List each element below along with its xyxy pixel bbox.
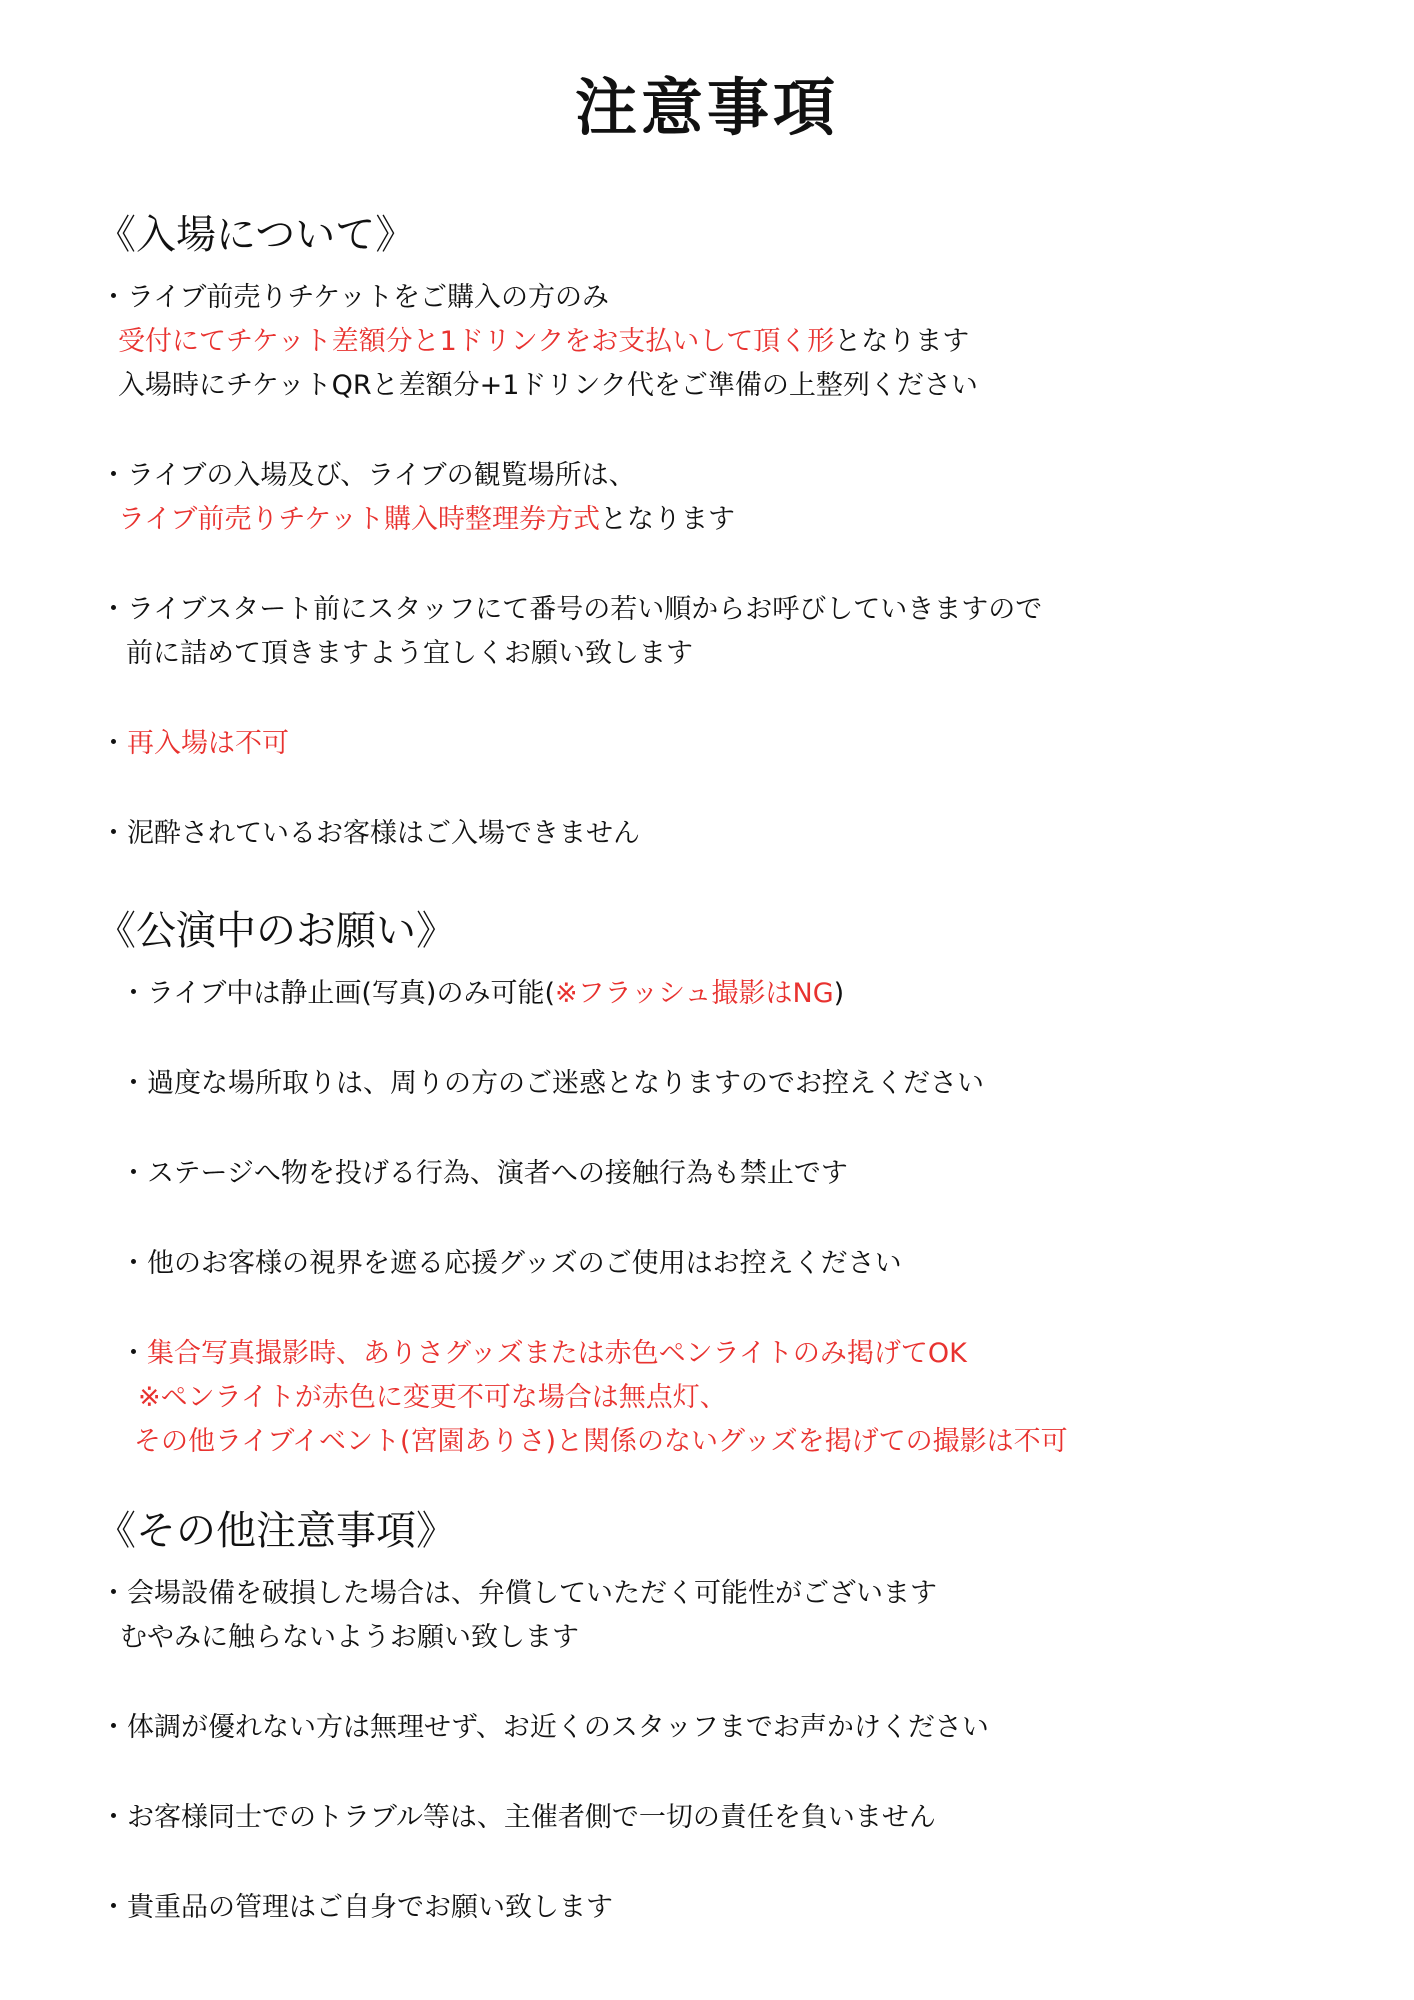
entry-line-3: [118, 368, 978, 404]
performance-line-6: [138, 1380, 727, 1416]
section-heading-entry: 《入場について》: [96, 212, 416, 258]
entry-line-7: [126, 636, 693, 672]
performance-line-1: [120, 976, 844, 1012]
text-segment: となります: [834, 326, 970, 357]
entry-line-5: [118, 502, 735, 538]
text-segment: ・ライブスタート前にスタッフにて番号の若い順からお呼びしていきますので: [100, 594, 1043, 625]
entry-line-1: [100, 280, 609, 316]
text-segment: ・体調が優れない方は無理せず、お近くのスタッフまでお声かけください: [100, 1712, 989, 1743]
other-line-1: [100, 1576, 937, 1612]
text-segment: ・貴重品の管理はご自身でお願い致します: [100, 1892, 613, 1923]
other-line-5: [100, 1890, 613, 1926]
entry-line-6: [100, 592, 1042, 628]
text-segment: となります: [599, 504, 735, 535]
other-line-2: [120, 1620, 579, 1656]
highlight-text: その他ライブイベント(宮園ありさ)と関係のないグッズを掲げての撮影は不可: [134, 1426, 1068, 1457]
highlight-text: ※フラッシュ撮影はNG: [554, 978, 834, 1009]
performance-line-4: [120, 1246, 902, 1282]
highlight-text: ※ペンライトが赤色に変更不可な場合は無点灯、: [138, 1382, 727, 1413]
text-segment: ・ライブ前売りチケットをご購入の方のみ: [100, 282, 609, 313]
text-segment: 入場時にチケットQRと差額分+1ドリンク代をご準備の上整列ください: [118, 370, 978, 401]
performance-line-5: [120, 1336, 967, 1372]
text-segment: ・ライブの入場及び、ライブの観覧場所は、: [100, 460, 636, 491]
bullet: ・: [100, 728, 127, 759]
bullet: ・: [120, 1338, 147, 1369]
section-heading-other: 《その他注意事項》: [96, 1508, 456, 1554]
entry-line-2: [118, 324, 969, 360]
text-segment: ・過度な場所取りは、周りの方のご迷惑となりますのでお控えください: [120, 1068, 984, 1099]
performance-line-2: [120, 1066, 984, 1102]
text-segment: ・泥酔されているお客様はご入場できません: [100, 818, 640, 849]
entry-line-8: [100, 726, 289, 762]
text-segment: ・ステージへ物を投げる行為、演者への接触行為も禁止です: [120, 1158, 848, 1189]
entry-line-4: [100, 458, 636, 494]
performance-line-7: [134, 1424, 1068, 1460]
highlight-text: 受付にてチケット差額分と1ドリンクをお支払いして頂く形: [118, 326, 835, 357]
performance-line-3: [120, 1156, 848, 1192]
highlight-text: ライブ前売りチケット購入時整理券方式: [118, 504, 600, 535]
text-segment: むやみに触らないようお願い致します: [120, 1622, 579, 1653]
text-segment: ・お客様同士でのトラブル等は、主催者側で一切の責任を負いません: [100, 1802, 936, 1833]
entry-line-9: [100, 816, 640, 852]
other-line-3: [100, 1710, 989, 1746]
text-segment: 前に詰めて頂きますよう宜しくお願い致します: [126, 638, 693, 669]
text-segment: ・ライブ中は静止画(写真)のみ可能(: [120, 978, 555, 1009]
other-line-4: [100, 1800, 936, 1836]
page-title: 注意事項: [574, 71, 839, 144]
highlight-text: 再入場は不可: [127, 728, 289, 759]
text-segment: ・会場設備を破損した場合は、弁償していただく可能性がございます: [100, 1578, 937, 1609]
text-segment: ): [833, 978, 845, 1009]
text-segment: ・他のお客様の視界を遮る応援グッズのご使用はお控えください: [120, 1248, 902, 1279]
highlight-text: 集合写真撮影時、ありさグッズまたは赤色ペンライトのみ掲げてOK: [147, 1338, 967, 1369]
section-heading-performance: 《公演中のお願い》: [96, 908, 456, 954]
